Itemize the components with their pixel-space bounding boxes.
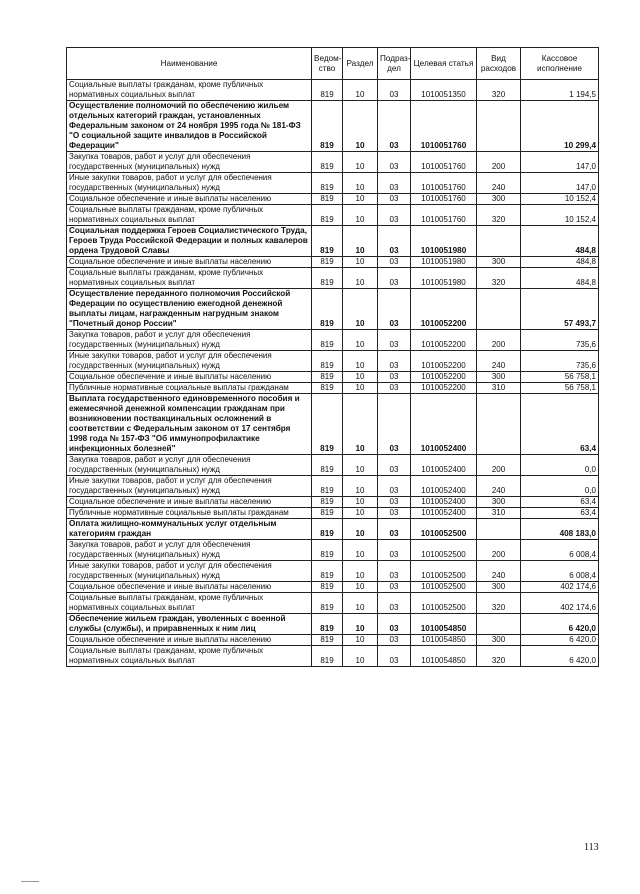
cell-section: 10 (343, 289, 378, 330)
header-expense-type: Вид расходов (477, 48, 521, 80)
cell-amount: 484,8 (521, 257, 599, 268)
cell-amount: 63,4 (521, 508, 599, 519)
cell-dept: 819 (312, 614, 343, 635)
cell-section: 10 (343, 173, 378, 194)
scan-mark (21, 881, 39, 882)
table-row (67, 519, 599, 540)
table-row (67, 330, 599, 351)
cell-subsection: 03 (378, 614, 411, 635)
cell-section: 10 (343, 152, 378, 173)
cell-target: 1010054850 (411, 635, 477, 646)
cell-expense-type: 240 (477, 351, 521, 372)
cell-subsection: 03 (378, 330, 411, 351)
cell-target: 1010052500 (411, 582, 477, 593)
cell-section: 10 (343, 351, 378, 372)
cell-name: Иные закупки товаров, работ и услуг для обеспечения государственных (муниципальных) нужд (67, 351, 312, 372)
cell-target: 1010051760 (411, 194, 477, 205)
header-section: Раздел (343, 48, 378, 80)
cell-target: 1010052500 (411, 561, 477, 582)
table-row (67, 351, 599, 372)
cell-subsection: 03 (378, 646, 411, 667)
cell-subsection: 03 (378, 205, 411, 226)
cell-section: 10 (343, 383, 378, 394)
cell-dept: 819 (312, 351, 343, 372)
cell-expense-type (477, 101, 521, 152)
table-row (67, 476, 599, 497)
cell-expense-type (477, 614, 521, 635)
cell-dept: 819 (312, 80, 343, 101)
cell-section: 10 (343, 257, 378, 268)
cell-expense-type: 200 (477, 330, 521, 351)
cell-subsection: 03 (378, 289, 411, 330)
cell-amount: 10 152,4 (521, 205, 599, 226)
cell-subsection: 03 (378, 372, 411, 383)
cell-amount: 6 008,4 (521, 561, 599, 582)
table-row (67, 205, 599, 226)
cell-amount: 402 174,6 (521, 593, 599, 614)
cell-amount: 6 420,0 (521, 635, 599, 646)
cell-dept: 819 (312, 205, 343, 226)
page-number: 113 (584, 842, 599, 853)
cell-subsection: 03 (378, 497, 411, 508)
cell-dept: 819 (312, 383, 343, 394)
cell-target: 1010052500 (411, 519, 477, 540)
cell-section: 10 (343, 194, 378, 205)
cell-section: 10 (343, 497, 378, 508)
header-cash: Кассовое исполнение (521, 48, 599, 80)
cell-target: 1010051980 (411, 257, 477, 268)
cell-amount: 147,0 (521, 173, 599, 194)
cell-amount: 6 420,0 (521, 646, 599, 667)
cell-name: Закупка товаров, работ и услуг для обеспечения государственных (муниципальных) нужд (67, 455, 312, 476)
cell-dept: 819 (312, 268, 343, 289)
cell-target: 1010052200 (411, 289, 477, 330)
cell-expense-type: 300 (477, 582, 521, 593)
cell-name: Закупка товаров, работ и услуг для обеспечения государственных (муниципальных) нужд (67, 152, 312, 173)
cell-name: Оплата жилищно-коммунальных услуг отдельным категориям граждан (67, 519, 312, 540)
table-row (67, 614, 599, 635)
cell-expense-type: 200 (477, 540, 521, 561)
cell-subsection: 03 (378, 194, 411, 205)
cell-dept: 819 (312, 646, 343, 667)
cell-section: 10 (343, 226, 378, 257)
cell-name: Социальные выплаты гражданам, кроме публичных нормативных социальных выплат (67, 593, 312, 614)
cell-dept: 819 (312, 455, 343, 476)
cell-name: Социальное обеспечение и иные выплаты населению (67, 194, 312, 205)
cell-target: 1010052400 (411, 476, 477, 497)
cell-target: 1010051760 (411, 152, 477, 173)
cell-target: 1010051980 (411, 268, 477, 289)
cell-amount: 63,4 (521, 497, 599, 508)
cell-section: 10 (343, 394, 378, 455)
cell-expense-type: 240 (477, 173, 521, 194)
cell-expense-type: 300 (477, 257, 521, 268)
table-row (67, 289, 599, 330)
cell-name: Социальные выплаты гражданам, кроме публичных нормативных социальных выплат (67, 205, 312, 226)
table-row (67, 268, 599, 289)
cell-subsection: 03 (378, 383, 411, 394)
cell-dept: 819 (312, 497, 343, 508)
cell-expense-type: 320 (477, 268, 521, 289)
cell-name: Иные закупки товаров, работ и услуг для обеспечения государственных (муниципальных) нужд (67, 476, 312, 497)
cell-amount: 1 194,5 (521, 80, 599, 101)
cell-dept: 819 (312, 152, 343, 173)
cell-amount: 735,6 (521, 330, 599, 351)
cell-name: Публичные нормативные социальные выплаты гражданам (67, 383, 312, 394)
cell-subsection: 03 (378, 593, 411, 614)
cell-subsection: 03 (378, 508, 411, 519)
cell-target: 1010052400 (411, 508, 477, 519)
cell-amount: 484,8 (521, 268, 599, 289)
cell-target: 1010054850 (411, 646, 477, 667)
cell-section: 10 (343, 635, 378, 646)
cell-subsection: 03 (378, 257, 411, 268)
cell-dept: 819 (312, 582, 343, 593)
cell-target: 1010052400 (411, 394, 477, 455)
table-header-row (67, 48, 599, 80)
cell-subsection: 03 (378, 519, 411, 540)
cell-amount: 147,0 (521, 152, 599, 173)
cell-name: Осуществление переданного полномочия Российской Федерации по осуществлению ежегодной денежной выплаты лицам, награжденным нагрудным знаком "Почетный донор России" (67, 289, 312, 330)
cell-target: 1010054850 (411, 614, 477, 635)
cell-subsection: 03 (378, 226, 411, 257)
cell-section: 10 (343, 614, 378, 635)
cell-amount: 57 493,7 (521, 289, 599, 330)
cell-section: 10 (343, 582, 378, 593)
cell-dept: 819 (312, 257, 343, 268)
cell-target: 1010052200 (411, 372, 477, 383)
cell-expense-type: 320 (477, 205, 521, 226)
cell-amount: 0,0 (521, 476, 599, 497)
table-row (67, 394, 599, 455)
cell-dept: 819 (312, 226, 343, 257)
cell-subsection: 03 (378, 173, 411, 194)
cell-dept: 819 (312, 476, 343, 497)
cell-expense-type (477, 226, 521, 257)
cell-expense-type: 300 (477, 194, 521, 205)
cell-expense-type (477, 519, 521, 540)
cell-section: 10 (343, 330, 378, 351)
table-row (67, 593, 599, 614)
cell-amount: 735,6 (521, 351, 599, 372)
cell-section: 10 (343, 476, 378, 497)
cell-subsection: 03 (378, 152, 411, 173)
cell-section: 10 (343, 372, 378, 383)
cell-dept: 819 (312, 561, 343, 582)
cell-target: 1010052200 (411, 351, 477, 372)
cell-expense-type: 240 (477, 561, 521, 582)
table-row (67, 582, 599, 593)
cell-target: 1010052400 (411, 455, 477, 476)
cell-dept: 819 (312, 330, 343, 351)
cell-dept: 819 (312, 508, 343, 519)
cell-expense-type: 310 (477, 508, 521, 519)
cell-expense-type: 300 (477, 372, 521, 383)
cell-name: Выплата государственного единовременного пособия и ежемесячной денежной компенсации гражданам при возникновении поствакцинальных осложнений в соответствии с Федеральным законом от 17 сентября 1998 года № 157-ФЗ "Об иммунопрофилактике инфекционных болезней" (67, 394, 312, 455)
cell-target: 1010051760 (411, 205, 477, 226)
table-row (67, 646, 599, 667)
table-row (67, 257, 599, 268)
table-row (67, 194, 599, 205)
cell-name: Публичные нормативные социальные выплаты гражданам (67, 508, 312, 519)
cell-target: 1010052500 (411, 593, 477, 614)
cell-expense-type: 240 (477, 476, 521, 497)
cell-amount: 10 299,4 (521, 101, 599, 152)
cell-name: Социальная поддержка Героев Социалистического Труда, Героев Труда Российской Федерации и полных кавалеров ордена Трудовой Славы (67, 226, 312, 257)
cell-expense-type: 200 (477, 152, 521, 173)
cell-name: Социальное обеспечение и иные выплаты населению (67, 372, 312, 383)
cell-section: 10 (343, 593, 378, 614)
header-dept: Ведом-ство (312, 48, 343, 80)
cell-section: 10 (343, 101, 378, 152)
cell-dept: 819 (312, 289, 343, 330)
table-row (67, 173, 599, 194)
cell-dept: 819 (312, 173, 343, 194)
header-target: Целевая статья (411, 48, 477, 80)
table-row (67, 372, 599, 383)
cell-dept: 819 (312, 101, 343, 152)
cell-amount: 6 008,4 (521, 540, 599, 561)
cell-section: 10 (343, 519, 378, 540)
cell-section: 10 (343, 561, 378, 582)
budget-table (66, 47, 599, 667)
cell-section: 10 (343, 205, 378, 226)
cell-dept: 819 (312, 540, 343, 561)
cell-dept: 819 (312, 635, 343, 646)
cell-dept: 819 (312, 372, 343, 383)
cell-amount: 0,0 (521, 455, 599, 476)
cell-target: 1010052200 (411, 383, 477, 394)
cell-amount: 484,8 (521, 226, 599, 257)
cell-name: Социальные выплаты гражданам, кроме публичных нормативных социальных выплат (67, 646, 312, 667)
cell-subsection: 03 (378, 80, 411, 101)
cell-subsection: 03 (378, 268, 411, 289)
table-row (67, 152, 599, 173)
table-row (67, 497, 599, 508)
cell-amount: 6 420,0 (521, 614, 599, 635)
cell-dept: 819 (312, 519, 343, 540)
cell-section: 10 (343, 455, 378, 476)
header-name: Наименование (67, 48, 312, 80)
cell-dept: 819 (312, 593, 343, 614)
cell-subsection: 03 (378, 455, 411, 476)
table-row (67, 540, 599, 561)
cell-expense-type (477, 289, 521, 330)
cell-name: Социальное обеспечение и иные выплаты населению (67, 257, 312, 268)
cell-expense-type: 300 (477, 497, 521, 508)
cell-section: 10 (343, 540, 378, 561)
cell-subsection: 03 (378, 101, 411, 152)
cell-target: 1010052200 (411, 330, 477, 351)
cell-subsection: 03 (378, 476, 411, 497)
cell-name: Социальные выплаты гражданам, кроме публичных нормативных социальных выплат (67, 268, 312, 289)
cell-subsection: 03 (378, 540, 411, 561)
cell-expense-type: 320 (477, 646, 521, 667)
cell-name: Закупка товаров, работ и услуг для обеспечения государственных (муниципальных) нужд (67, 540, 312, 561)
cell-subsection: 03 (378, 635, 411, 646)
cell-amount: 408 183,0 (521, 519, 599, 540)
cell-name: Иные закупки товаров, работ и услуг для обеспечения государственных (муниципальных) нужд (67, 173, 312, 194)
cell-section: 10 (343, 508, 378, 519)
cell-amount: 10 152,4 (521, 194, 599, 205)
cell-target: 1010051350 (411, 80, 477, 101)
cell-subsection: 03 (378, 582, 411, 593)
cell-dept: 819 (312, 194, 343, 205)
cell-amount: 63,4 (521, 394, 599, 455)
table-body (67, 80, 599, 667)
cell-name: Осуществление полномочий по обеспечению жильем отдельных категорий граждан, установленных Федеральным законом от 24 ноября 1995 года № 181-ФЗ "О социальной защите инвалидов в Российской Федерации" (67, 101, 312, 152)
cell-subsection: 03 (378, 394, 411, 455)
cell-expense-type (477, 394, 521, 455)
cell-expense-type: 300 (477, 635, 521, 646)
cell-name: Закупка товаров, работ и услуг для обеспечения государственных (муниципальных) нужд (67, 330, 312, 351)
cell-expense-type: 200 (477, 455, 521, 476)
cell-section: 10 (343, 80, 378, 101)
cell-target: 1010051760 (411, 173, 477, 194)
table-row (67, 80, 599, 101)
cell-subsection: 03 (378, 561, 411, 582)
cell-name: Социальное обеспечение и иные выплаты населению (67, 497, 312, 508)
table-row (67, 455, 599, 476)
cell-target: 1010051980 (411, 226, 477, 257)
table-row (67, 635, 599, 646)
cell-name: Социальные выплаты гражданам, кроме публичных нормативных социальных выплат (67, 80, 312, 101)
cell-expense-type: 310 (477, 383, 521, 394)
table-row (67, 101, 599, 152)
cell-expense-type: 320 (477, 593, 521, 614)
cell-name: Обеспечение жильем граждан, уволенных с военной службы (службы), и приравненных к ним лиц (67, 614, 312, 635)
cell-name: Социальное обеспечение и иные выплаты населению (67, 635, 312, 646)
table-row (67, 561, 599, 582)
cell-subsection: 03 (378, 351, 411, 372)
cell-name: Социальное обеспечение и иные выплаты населению (67, 582, 312, 593)
cell-target: 1010052400 (411, 497, 477, 508)
cell-name: Иные закупки товаров, работ и услуг для обеспечения государственных (муниципальных) нужд (67, 561, 312, 582)
cell-amount: 56 758,1 (521, 372, 599, 383)
cell-amount: 402 174,6 (521, 582, 599, 593)
cell-section: 10 (343, 268, 378, 289)
header-subsection: Подраз-дел (378, 48, 411, 80)
cell-expense-type: 320 (477, 80, 521, 101)
table-row (67, 383, 599, 394)
cell-dept: 819 (312, 394, 343, 455)
cell-amount: 56 758,1 (521, 383, 599, 394)
table-row (67, 508, 599, 519)
cell-section: 10 (343, 646, 378, 667)
cell-target: 1010051760 (411, 101, 477, 152)
table-row (67, 226, 599, 257)
cell-target: 1010052500 (411, 540, 477, 561)
